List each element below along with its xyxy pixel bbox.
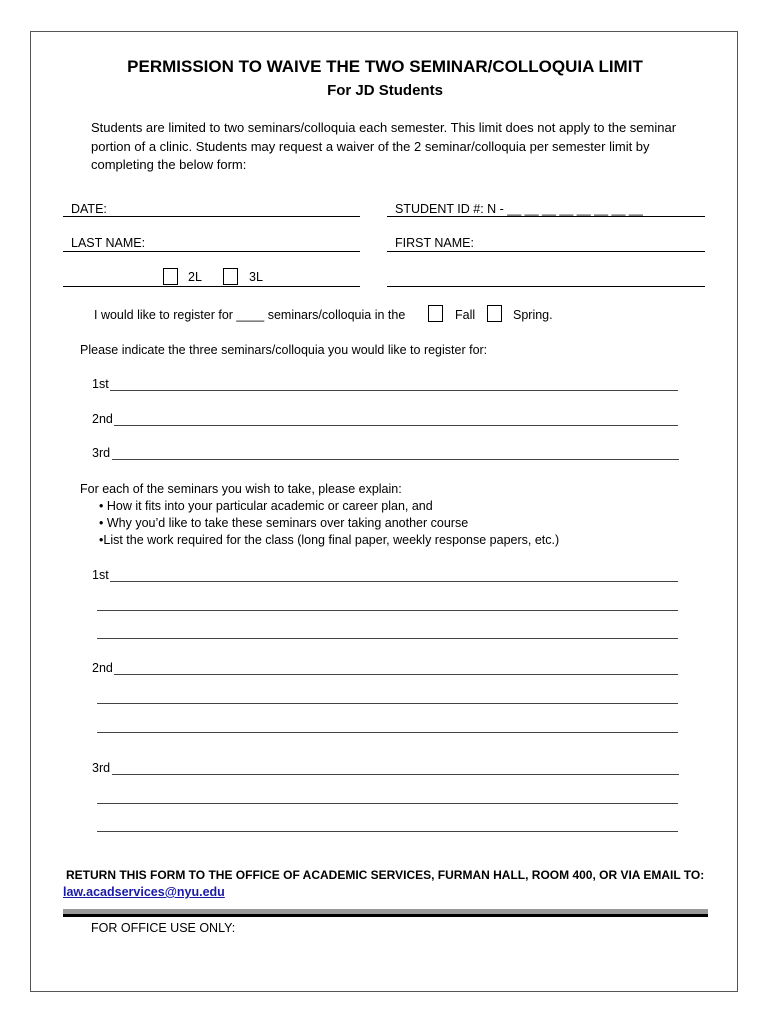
explain-1-line-2[interactable] <box>97 610 678 611</box>
checkbox-3l[interactable] <box>223 268 238 285</box>
last-name-label: LAST NAME: <box>71 236 146 250</box>
student-id-label: STUDENT ID #: N - __ __ __ __ __ __ __ __ <box>395 202 643 216</box>
intro-paragraph: Students are limited to two seminars/colloquia each semester. This limit does not apply to the seminar portion of a clinic. Students may request a waiver of the 2 seminar/colloquia per semester limit by completing the below form: <box>91 120 677 172</box>
explain-2-line-3[interactable] <box>97 732 678 733</box>
last-name-field[interactable] <box>63 251 360 252</box>
explain-1-label: 1st <box>92 568 109 582</box>
explain-3-line-3[interactable] <box>97 831 678 832</box>
explain-3-line-1[interactable] <box>112 774 679 775</box>
seminar-3-label: 3rd <box>92 446 111 460</box>
seminar-1-field[interactable] <box>110 390 678 391</box>
first-name-label: FIRST NAME: <box>395 236 474 250</box>
explain-3-line-2[interactable] <box>97 803 678 804</box>
checkbox-spring[interactable] <box>487 305 502 322</box>
label-2l: 2L <box>188 270 202 284</box>
explain-1-line-3[interactable] <box>97 638 678 639</box>
seminar-2-field[interactable] <box>114 425 678 426</box>
explain-2-label: 2nd <box>92 661 113 675</box>
first-name-field[interactable] <box>387 251 705 252</box>
year-line <box>63 286 360 287</box>
seminar-2-label: 2nd <box>92 412 113 426</box>
date-label: DATE: <box>71 202 107 216</box>
explain-2-line-1[interactable] <box>114 674 678 675</box>
checkbox-2l[interactable] <box>163 268 178 285</box>
form-title: PERMISSION TO WAIVE THE TWO SEMINAR/COLLOQUIA LIMIT <box>127 57 643 76</box>
explain-bullet-1: • How it fits into your particular academic or career plan, and <box>99 499 433 513</box>
explain-bullet-2: • Why you’d like to take these seminars over taking another course <box>99 516 469 530</box>
label-fall: Fall <box>455 308 476 322</box>
explain-1-line-1[interactable] <box>110 581 678 582</box>
explain-2-line-2[interactable] <box>97 703 678 704</box>
register-prefix: I would like to register for ____ seminars/colloquia in the <box>94 308 406 322</box>
seminar-3-field[interactable] <box>112 459 679 460</box>
label-spring: Spring. <box>513 308 553 322</box>
blank-line-right <box>387 286 705 287</box>
form-subtitle: For JD Students <box>327 82 443 99</box>
seminar-1-label: 1st <box>92 377 109 391</box>
checkbox-fall[interactable] <box>428 305 443 322</box>
divider-black <box>63 914 708 917</box>
return-instructions: RETURN THIS FORM TO THE OFFICE OF ACADEMIC SERVICES, FURMAN HALL, ROOM 400, OR VIA EMAIL TO: <box>66 868 705 882</box>
email-link[interactable]: law.acadservices@nyu.edu <box>63 885 225 899</box>
office-use-label: FOR OFFICE USE ONLY: <box>91 921 236 935</box>
date-field[interactable] <box>63 216 360 217</box>
label-3l: 3L <box>249 270 263 284</box>
seminars-prompt: Please indicate the three seminars/colloquia you would like to register for: <box>80 343 488 357</box>
student-id-field[interactable] <box>387 216 705 217</box>
explain-bullet-3: •List the work required for the class (long final paper, weekly response papers, etc.) <box>99 533 560 547</box>
explain-prompt: For each of the seminars you wish to take, please explain: <box>80 482 402 496</box>
explain-3-label: 3rd <box>92 761 111 775</box>
